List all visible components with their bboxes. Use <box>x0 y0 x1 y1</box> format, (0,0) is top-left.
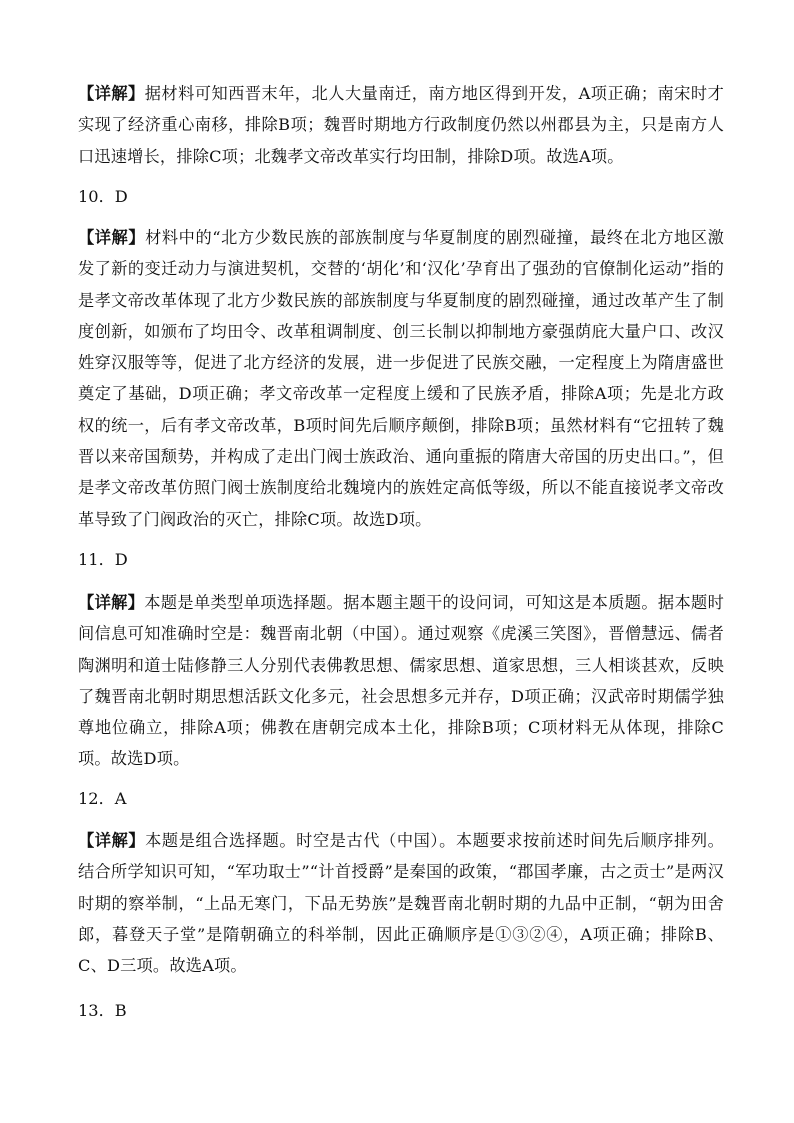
explanation-paragraph-12 <box>78 825 724 981</box>
explanation-text: 材料中的“北方少数民族的部族制度与华夏制度的剧烈碰撞，最终在北方地区激发了新的变迁动力与演进契机，交替的‘胡化’和‘汉化’孕育出了强劲的官僚制化运动”指的是孝文帝改革体现了北方少数民族的部族制度与华夏制度的剧烈碰撞，通过改革产生了制度创新，如颁布了均田令、改革租调制度、创三长制以抑制地方豪强荫庇大量户口、改汉姓穿汉服等等，促进了北方经济的发展，进一步促进了民族交融，一定程度上为隋唐盛世奠定了基础，D项正确；孝文帝改革一定程度上缓和了民族矛盾，排除A项；先是北方政权的统一，后有孝文帝改革，B项时间先后顺序颠倒，排除B项；虽然材料有“它扭转了魏晋以来帝国颓势，并构成了走出门阀士族政治、通向重振的隋唐大帝国的历史出口。”，但是孝文帝改革仿照门阀士族制度给北魏境内的族姓定高低等级，所以不能直接说孝文帝改革导致了门阀政治的灭亡，排除C项。故选D项。 <box>78 228 724 529</box>
answer-13: 13．B <box>78 1001 127 1020</box>
explanation-text: 据材料可知西晋末年，北人大量南迁，南方地区得到开发，A项正确；南宋时才实现了经济重心南移，排除B项；魏晋时期地方行政制度仍然以州郡县为主，只是南方人口迅速增长，排除C项；北魏孝文帝改革实行均田制，排除D项。故选A项。 <box>78 84 724 166</box>
explanation-paragraph-10 <box>78 222 724 535</box>
answer-11: 11．D <box>78 550 128 569</box>
answer-10: 10．D <box>78 187 128 206</box>
explanation-tag: 【详解】 <box>78 593 145 612</box>
explanation-text: 本题是单类型单项选择题。据本题主题干的设问词，可知这是本质题。据本题时间信息可知准确时空是：魏晋南北朝（中国）。通过观察《虎溪三笑图》，晋僧慧远、儒者陶渊明和道士陆修静三人分别代表佛教思想、儒家思想、道家思想，三人相谈甚欢，反映了魏晋南北朝时期思想活跃文化多元，社会思想多元并存，D项正确；汉武帝时期儒学独尊地位确立，排除A项；佛教在唐朝完成本土化，排除B项；C项材料无从体现，排除C项。故选D项。 <box>78 593 724 769</box>
answer-12: 12．A <box>78 789 127 808</box>
explanation-text: 本题是组合选择题。时空是古代（中国）。本题要求按前述时间先后顺序排列。结合所学知识可知，“军功取士”“计首授爵”是秦国的政策，“郡国孝廉，古之贡士”是两汉时期的察举制，“上品无寒门，下品无势族”是魏晋南北朝时期的九品中正制，“朝为田舍郎，暮登天子堂”是隋朝确立的科举制，因此正确顺序是①③②④，A项正确；排除B、C、D三项。故选A项。 <box>78 831 724 976</box>
explanation-paragraph-11 <box>78 587 724 775</box>
explanation-tag: 【详解】 <box>78 831 146 850</box>
explanation-tag: 【详解】 <box>78 228 146 247</box>
explanation-tag: 【详解】 <box>78 84 145 103</box>
explanation-paragraph-9 <box>78 78 724 172</box>
